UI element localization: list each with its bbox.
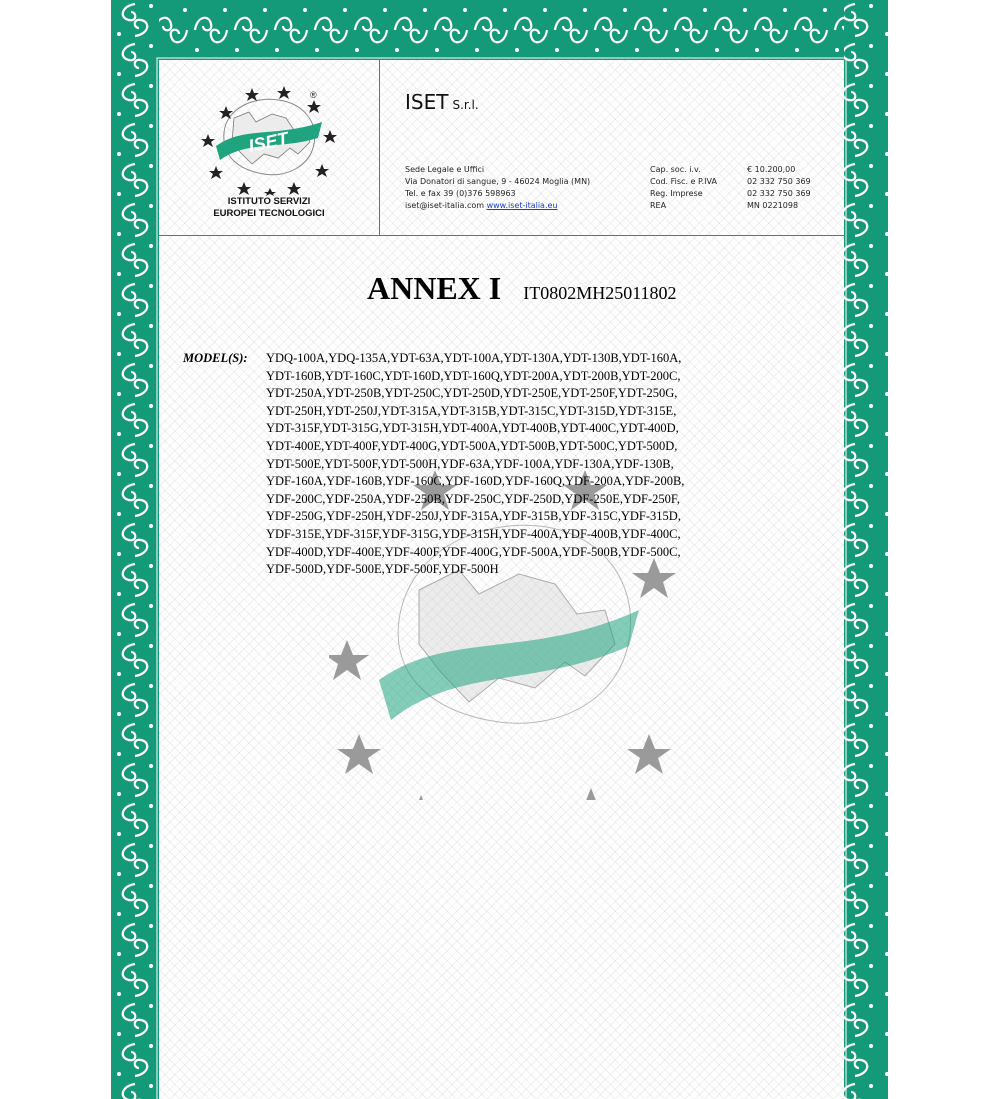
- institute-line-1: ISTITUTO SERVIZI: [227, 196, 311, 207]
- svg-text:ISET: ISET: [246, 128, 291, 157]
- model-line: YDF-315E,YDF-315F,YDF-315G,YDF-315H,YDF-400A,YDF-400B,YDF-400C,: [266, 526, 681, 541]
- models-list: [266, 350, 684, 579]
- model-line: YDF-500D,YDF-500E,YDF-500F,YDF-500H: [266, 562, 499, 577]
- address-line-1: Sede Legale e Uffici: [405, 165, 485, 174]
- address-line-2: Via Donatori di sangue, 9 - 46024 Moglia (MN): [405, 177, 591, 186]
- iset-logo-icon: [194, 78, 344, 196]
- model-line: YDT-160B,YDT-160C,YDT-160D,YDT-160Q,YDT-200A,YDT-200B,YDT-200C,: [266, 368, 681, 383]
- registry-label: Cod. Fisc. e P.IVA: [650, 177, 717, 186]
- models-label: MODEL(S):: [183, 351, 248, 365]
- registry-label: Reg. Imprese: [650, 189, 703, 198]
- registry-block: [650, 164, 811, 212]
- address-block: [405, 164, 590, 212]
- email-text: iset@iset-italia.com: [405, 201, 485, 210]
- annex-heading: [367, 270, 677, 307]
- model-line: YDF-200C,YDF-250A,YDF-250B,YDF-250C,YDF-250D,YDF-250E,YDF-250F,: [266, 491, 680, 506]
- model-line: YDQ-100A,YDQ-135A,YDT-63A,YDT-100A,YDT-130A,YDT-130B,YDT-160A,: [266, 351, 682, 365]
- certificate-frame: [111, 0, 888, 1099]
- registry-value: 02 332 750 369: [747, 177, 811, 186]
- model-line: YDT-315F,YDT-315G,YDT-315H,YDT-400A,YDT-400B,YDT-400C,YDT-400D,: [266, 421, 679, 436]
- registry-value: MN 0221098: [747, 201, 799, 210]
- logo-cell: [159, 60, 380, 235]
- registry-label: Cap. soc. i.v.: [650, 165, 701, 174]
- website-link[interactable]: www.iset-italia.eu: [486, 201, 558, 210]
- model-line: YDT-400E,YDT-400F,YDT-400G,YDT-500A,YDT-500B,YDT-500C,YDT-500D,: [266, 438, 678, 453]
- company-title: [405, 90, 479, 114]
- svg-text:®: ®: [310, 90, 317, 100]
- annex-title: ANNEX I: [367, 270, 502, 306]
- company-suffix: S.r.l.: [452, 98, 479, 112]
- certificate-paper: [159, 60, 844, 1099]
- registry-label: REA: [650, 201, 667, 210]
- address-line-3: Tel. e fax 39 (0)376 598963: [405, 189, 516, 198]
- model-line: YDT-250A,YDT-250B,YDT-250C,YDT-250D,YDT-250E,YDT-250F,YDT-250G,: [266, 386, 678, 401]
- certificate-code: IT0802MH25011802: [523, 283, 677, 303]
- model-line: YDF-250G,YDF-250H,YDF-250J,YDF-315A,YDF-315B,YDF-315C,YDF-315D,: [266, 509, 681, 524]
- model-line: YDT-500E,YDT-500F,YDT-500H,YDF-63A,YDF-100A,YDF-130A,YDF-130B,: [266, 456, 674, 471]
- model-line: YDF-400D,YDF-400E,YDF-400F,YDF-400G,YDF-500A,YDF-500B,YDF-500C,: [266, 544, 681, 559]
- contact-line: [405, 200, 590, 212]
- certificate-header: [159, 60, 844, 236]
- registry-row: [650, 200, 811, 212]
- registry-row: [650, 176, 811, 188]
- registry-row: [650, 188, 811, 200]
- model-line: YDT-250H,YDT-250J,YDT-315A,YDT-315B,YDT-315C,YDT-315D,YDT-315E,: [266, 403, 677, 418]
- registry-value: 02 332 750 369: [747, 189, 811, 198]
- model-line: YDF-160A,YDF-160B,YDF-160C,YDF-160D,YDF-160Q,YDF-200A,YDF-200B,: [266, 474, 685, 489]
- institute-line-2: EUROPEI TECNOLOGICI: [213, 208, 325, 219]
- registry-row: [650, 164, 811, 176]
- institute-name: [159, 196, 379, 220]
- company-name: ISET: [405, 90, 449, 114]
- registry-value: € 10.200,00: [747, 165, 796, 174]
